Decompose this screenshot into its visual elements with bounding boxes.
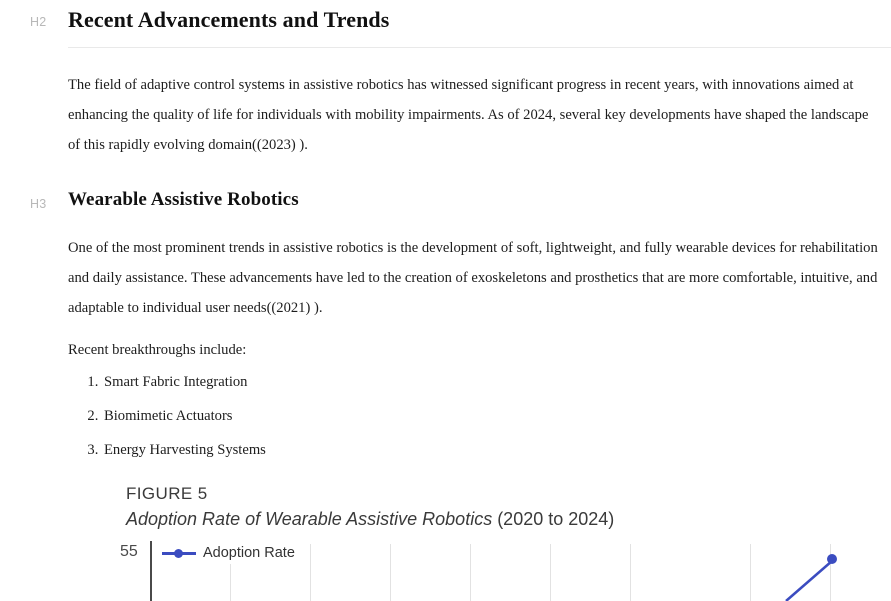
- subsection-heading-row: [0, 188, 891, 212]
- section-body-1: [68, 48, 878, 160]
- section-body-2: [68, 211, 878, 467]
- y-axis-tick-label: 55: [120, 543, 138, 561]
- figure-block: [120, 483, 876, 601]
- figure-title-italic: Adoption Rate of Wearable Assistive Robotics: [126, 509, 493, 530]
- section-heading-row: [0, 0, 891, 34]
- figure-label: FIGURE 5: [126, 484, 208, 504]
- list-item: 2. Biomimetic Actuators: [102, 399, 878, 433]
- paragraph-wearable: One of the most prominent trends in assistive robotics is the development of soft, lightweight, and fully wearable devices for rehabilitation and daily assistance. These advancements have led to the creation of exoskeletons and prosthetics that are more comfortable, intuitive, and adaptable to individual user needs((2021) ).: [68, 240, 878, 317]
- figure-title: [126, 507, 876, 532]
- heading-level-tag-h2: H2: [30, 15, 47, 29]
- list-item: 1. Smart Fabric Integration: [102, 365, 878, 399]
- legend-label: Adoption Rate: [203, 545, 295, 562]
- figure-title-rest: (2020 to 2024): [492, 509, 615, 530]
- heading-level-tag-h3: H3: [30, 196, 47, 211]
- list-item: 3. Energy Harvesting Systems: [102, 433, 878, 467]
- adoption-rate-chart: [120, 541, 876, 601]
- chart-legend: [158, 542, 303, 564]
- list-lead-in: Recent breakthroughs include:: [68, 342, 247, 359]
- paragraph-intro: The field of adaptive control systems in assistive robotics has witnessed significant progress in recent years, with innovations aimed at enhancing the quality of life for individuals with mobility impairments. As of 2024, several key developments have shaped the landscape of this rapidly evolving domain((2023) ).: [68, 76, 869, 153]
- breakthrough-list: [68, 365, 878, 467]
- legend-line-marker-icon: [162, 547, 196, 559]
- page-title: Recent Advancements and Trends: [68, 7, 390, 32]
- subsection-title: Wearable Assistive Robotics: [68, 188, 299, 210]
